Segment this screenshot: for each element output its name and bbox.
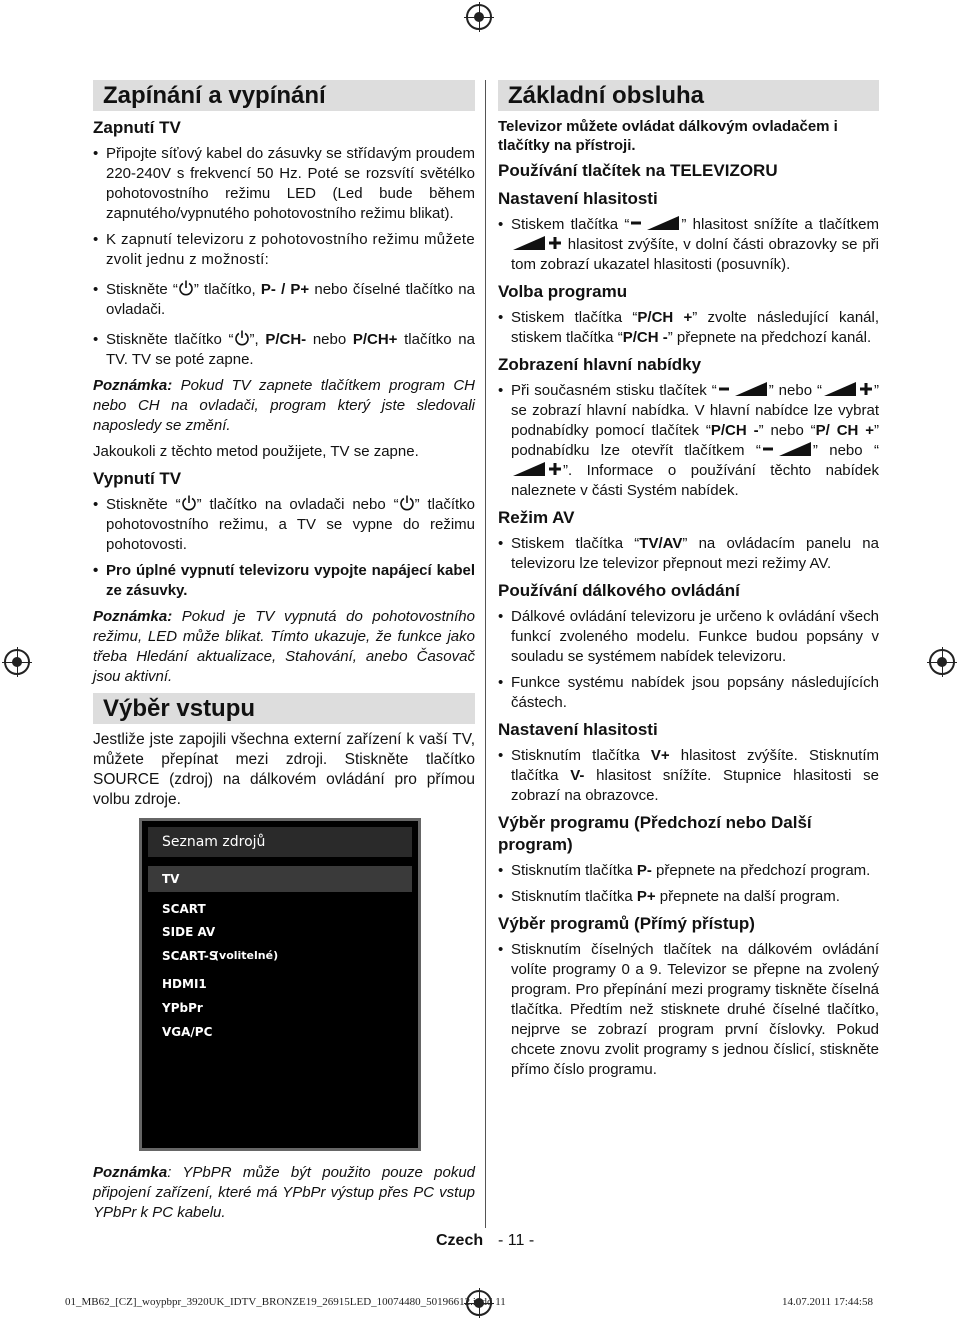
list-item: • Dálkové ovládání televizoru je určeno k ovládání všech funkcí zvoleného modelu. Funkce budou popsány v souladu se systémem nabídek televizoru. <box>498 607 879 667</box>
subhead-tv-buttons: Používání tlačítek na TELEVIZORU <box>498 161 778 180</box>
source-item-side-av[interactable]: SIDE AV <box>162 925 216 939</box>
column-divider <box>485 80 486 1228</box>
source-item-vga-pc[interactable]: VGA/PC <box>162 1025 213 1039</box>
source-list-screenshot <box>139 818 421 1151</box>
note-standby: Poznámka: Pokud je TV vypnutá do pohotovostního režimu, LED může blikat. Tímto ukazuje, že funkce jako třeba Hledání aktualizace, Stahování, anebo Časovač jsou aktivní. <box>93 608 475 685</box>
list-item: • Funkce systému nabídek jsou popsány následujících částech. <box>498 673 879 713</box>
volume-up-icon <box>822 381 874 397</box>
registration-mark-right-icon <box>929 649 955 675</box>
source-item-scart-s[interactable]: SCART-S <box>162 949 218 963</box>
subhead-remote: Používání dálkového ovládání <box>498 581 740 600</box>
volume-list <box>498 215 879 275</box>
section-title-basic-operation: Základní obsluha <box>498 80 879 111</box>
list-item: • Stiskem tlačítka “TV/AV” na ovládacím panelu na televizoru lze televizor přepnout mezi režimy AV. <box>498 534 879 574</box>
list-item: • Stiskněte tlačítko “ ”, P/CH- nebo P/CH+ tlačítko na TV. TV se poté zapne. <box>93 330 475 370</box>
subhead-program: Volba programu <box>498 282 628 301</box>
section-title-power: Zapínání a vypínání <box>93 80 475 111</box>
print-slug-filename: 01_MB62_[CZ]_woypbpr_3920UK_IDTV_BRONZE19_26915LED_10074480_50196612.indd 11 <box>65 1296 506 1308</box>
registration-mark-top-icon <box>466 4 492 30</box>
list-item: • Stiskem tlačítka “ ” hlasitost snížíte a tlačítkem hlasitost zvýšíte, v dolní části obrazovky se při tom zobrazí ukazatel hlasitosti (posuvník). <box>498 215 879 275</box>
print-slug-timestamp: 14.07.2011 17:44:58 <box>782 1296 873 1308</box>
list-item: • K zapnutí televizoru z pohotovostního režimu můžete zvolit jednu z možností: <box>93 230 475 270</box>
source-list-title: Seznam zdrojů <box>148 827 412 857</box>
note-turn-on: Poznámka: Pokud TV zapnete tlačítkem program CH nebo CH na ovladači, program který jste sledovali naposledy se změní. <box>93 377 475 434</box>
subhead-prev-next: Výběr programu (Předchozí nebo Další program) <box>498 813 812 854</box>
main-menu-list <box>498 381 879 501</box>
turn-off-list <box>93 495 475 601</box>
any-method-text: Jakoukoli z těchto metod použijete, TV se zapne. <box>93 443 419 460</box>
list-item: • Stiskněte “ ” tlačítko, P- / P+ nebo číselné tlačítko na ovladači. <box>93 280 475 320</box>
source-item-ypbpr[interactable]: YPbPr <box>162 1001 203 1015</box>
list-item: • Stisknutím tlačítka P+ přepnete na další program. <box>498 887 879 907</box>
program-list <box>498 308 879 348</box>
source-selection-highlight <box>148 866 412 892</box>
left-column <box>93 80 475 1229</box>
input-text: Jestliže jste zapojili všechna externí zařízení k vaší TV, můžete přepínat mezi zdroji. Stiskněte tlačítko SOURCE (zdroj) na dálkovém ovládání pro přímou volbu zdroje. <box>93 731 475 808</box>
direct-access-list <box>498 940 879 1080</box>
source-item-scart[interactable]: SCART <box>162 902 206 916</box>
subhead-turn-on: Zapnutí TV <box>93 118 181 137</box>
power-icon <box>181 495 197 511</box>
av-list <box>498 534 879 574</box>
volume-remote-list <box>498 746 879 806</box>
subhead-volume: Nastavení hlasitosti <box>498 189 658 208</box>
prev-next-list <box>498 861 879 907</box>
list-item: • Stisknutím číselných tlačítek na dálkovém ovládání volíte programy 0 a 9. Televizor se přepne na zvolený program. Pro přepínání mezi programy tiskněte číselná tlačítka. Předtím než stisknete druhé číselné tlačítko, nejprve se zobrazí program první číslovky. Pokud chcete znovu zvolit programy s jednou číslicí, stiskněte přímo číslo programu. <box>498 940 879 1080</box>
list-item: • Pro úplné vypnutí televizoru vypojte napájecí kabel ze zásuvky. <box>93 561 475 601</box>
footer-language: Czech <box>436 1232 484 1249</box>
volume-down-icon <box>629 215 681 231</box>
list-item: • Stisknutím tlačítka V+ hlasitost zvýšíte. Stisknutím tlačítka V- hlasitost snížíte. Stupnice hlasitosti se zobrazí na obrazovce. <box>498 746 879 806</box>
intro-text: Televizor můžete ovládat dálkovým ovladačem i tlačítky na přístroji. <box>498 118 838 154</box>
power-icon <box>234 330 250 346</box>
note-ypbpr: Poznámka: YPbPR může být použito pouze pokud připojení zařízení, které má YPbPr výstup přes PC vstup YPbPr k PC kabelu. <box>93 1164 475 1221</box>
list-item: • Připojte síťový kabel do zásuvky se střídavým proudem 220-240V s frekvencí 50 Hz. Poté se rozsvítí světélko pohotovostního režimu LED (Led bude během zapnutého/vypnutého pohotovostního režimu blikat). <box>93 144 475 224</box>
registration-mark-left-icon <box>4 649 30 675</box>
page-number: - 11 - <box>498 1232 535 1249</box>
power-icon <box>399 495 415 511</box>
right-column <box>498 80 879 1086</box>
optional-label: (volitelné) <box>214 949 279 962</box>
volume-up-icon <box>511 461 563 477</box>
turn-on-list <box>93 144 475 370</box>
list-item: • Stiskněte “ ” tlačítko na ovladači nebo “ ” tlačítko pohotovostního režimu, a TV se vypne do režimu pohotovosti. <box>93 495 475 555</box>
subhead-direct-access: Výběr programů (Přímý přístup) <box>498 914 755 933</box>
volume-up-icon <box>511 235 563 251</box>
list-item: • Stisknutím tlačítka P- přepnete na předchozí program. <box>498 861 879 881</box>
remote-list <box>498 607 879 713</box>
source-item-hdmi1[interactable]: HDMI1 <box>162 977 207 991</box>
subhead-av-mode: Režim AV <box>498 508 575 527</box>
list-item: • Stiskem tlačítka “P/CH +” zvolte následující kanál, stiskem tlačítka “P/CH -” přepnete na předchozí kanál. <box>498 308 879 348</box>
subhead-volume-remote: Nastavení hlasitosti <box>498 720 658 739</box>
volume-down-icon <box>717 381 769 397</box>
source-item-tv[interactable]: TV <box>162 872 180 886</box>
volume-down-icon <box>761 441 813 457</box>
subhead-main-menu: Zobrazení hlavní nabídky <box>498 355 702 374</box>
subhead-turn-off: Vypnutí TV <box>93 469 182 488</box>
list-item: • Při současném stisku tlačítek “ ” nebo “ ” se zobrazí hlavní nabídka. V hlavní nabídce lze vybrat podnabídky pomocí tlačítek “P/CH -” nebo “P/ CH +” podnabídku lze otevřít tlačítkem “ ” nebo “”. Informace o používání těchto nabídek naleznete v části Systém nabídek. <box>498 381 879 501</box>
section-title-input: Výběr vstupu <box>93 693 475 724</box>
power-icon <box>178 280 194 296</box>
